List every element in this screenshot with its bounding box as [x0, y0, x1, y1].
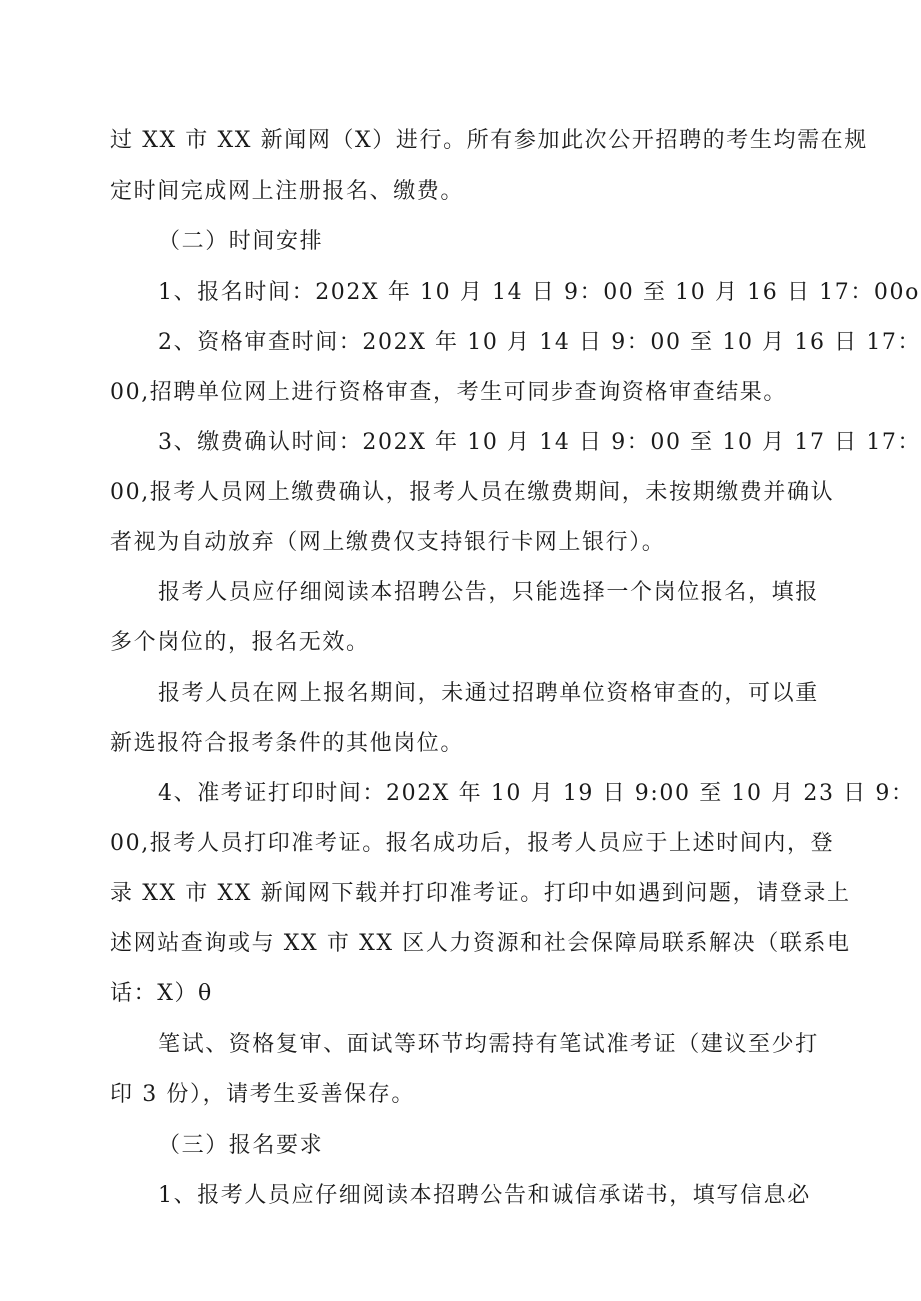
- text-line: 1、报考人员应仔细阅读本招聘公告和诚信承诺书，填写信息必: [158, 1183, 811, 1208]
- text-line: 报考人员在网上报名期间，未通过招聘单位资格审查的，可以重: [158, 681, 819, 706]
- section-heading: （二）时间安排: [158, 229, 324, 254]
- text-line: 报考人员应仔细阅读本招聘公告，只能选择一个岗位报名，填报: [158, 580, 819, 605]
- text-line: 印 3 份），请考生妥善保存。: [110, 1082, 415, 1107]
- text-line: 录 XX 市 XX 新闻网下载并打印准考证。打印中如遇到问题，请登录上: [110, 881, 851, 906]
- section-heading: （三）报名要求: [158, 1133, 324, 1158]
- text-line: 2、资格审查时间：202X 年 10 月 14 日 9：00 至 10 月 16 日 17：: [158, 330, 921, 355]
- text-line: 1、报名时间：202X 年 10 月 14 日 9：00 至 10 月 16 日 17：00o: [158, 280, 920, 305]
- text-line: 3、缴费确认时间：202X 年 10 月 14 日 9：00 至 10 月 17 日 17：: [158, 430, 921, 455]
- text-line: 者视为自动放弃（网上缴费仅支持银行卡网上银行）。: [110, 530, 666, 555]
- text-line: 多个岗位的，报名无效。: [110, 630, 370, 655]
- text-line: 00,招聘单位网上进行资格审查，考生可同步查询资格审查结果。: [110, 380, 787, 405]
- text-line: 笔试、资格复审、面试等环节均需持有笔试准考证（建议至少打: [158, 1032, 819, 1057]
- text-line: 新选报符合报考条件的其他岗位。: [110, 731, 465, 756]
- text-line: 述网站查询或与 XX 市 XX 区人力资源和社会保障局联系解决（联系电: [110, 931, 851, 956]
- text-line: 00,报考人员网上缴费确认，报考人员在缴费期间，未按期缴费并确认: [110, 480, 835, 505]
- text-line: 00,报考人员打印准考证。报名成功后，报考人员应于上述时间内，登: [110, 831, 835, 856]
- text-line: 话：X）θ: [110, 981, 213, 1006]
- text-line: 过 XX 市 XX 新闻网（X）进行。所有参加此次公开招聘的考生均需在规: [110, 128, 868, 153]
- text-line: 4、准考证打印时间：202X 年 10 月 19 日 9:00 至 10 月 23 日 9：: [158, 781, 915, 806]
- text-line: 定时间完成网上注册报名、缴费。: [110, 179, 465, 204]
